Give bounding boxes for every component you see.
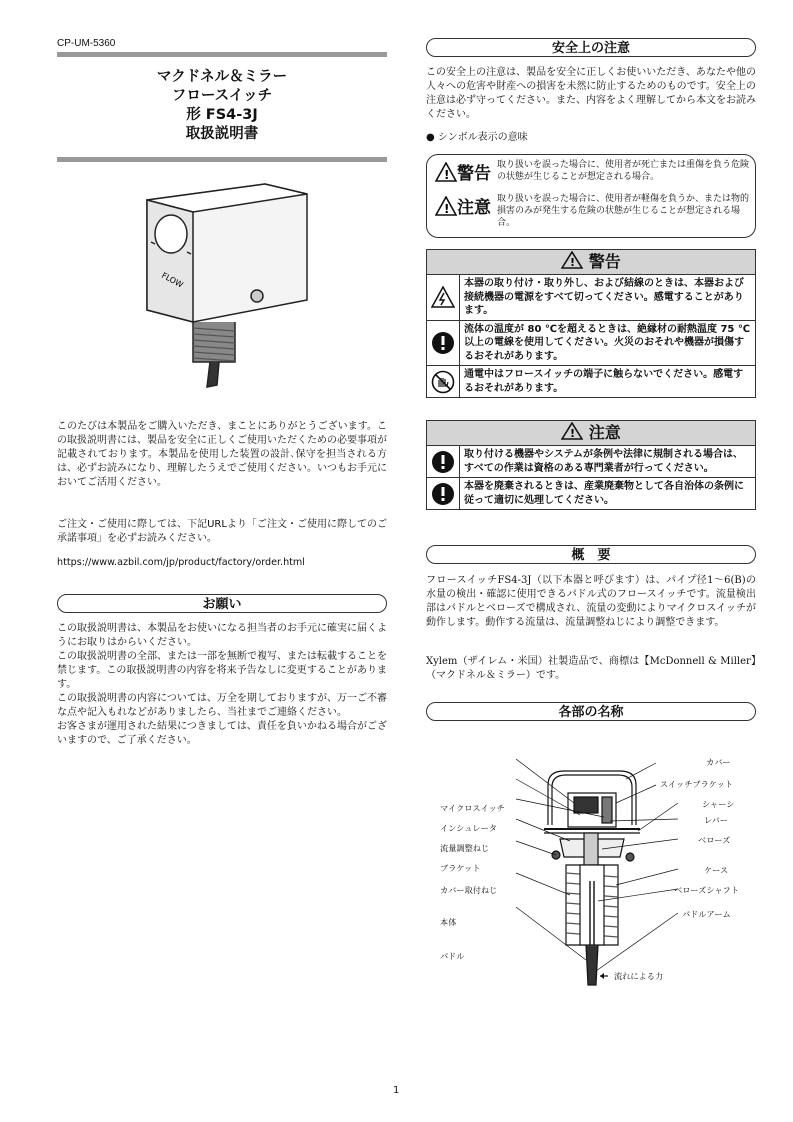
- caution-group-title: 注意: [588, 423, 621, 442]
- flow-marking: FLOW: [160, 270, 185, 290]
- svg-text:!: !: [444, 201, 450, 216]
- caution-label: 注意: [457, 198, 491, 218]
- document-title: [57, 68, 387, 144]
- part-label-cover: カバー: [706, 757, 731, 767]
- order-url-link[interactable]: https://www.azbil.com/jp/product/factory/order.html: [57, 557, 305, 568]
- mandatory-action-icon: [431, 450, 455, 474]
- title-line: フロースイッチ: [171, 88, 273, 104]
- request-heading: お願い: [57, 594, 387, 613]
- page-number: 1: [393, 1085, 400, 1096]
- warning-triangle-icon: [561, 251, 583, 269]
- intro-paragraph-2: ご注文・ご使用に際しては、下記URLより「ご注文・ご使用に際してのご承諾事項」を必ずお読みください。: [57, 519, 387, 544]
- svg-text:!: !: [444, 167, 450, 182]
- caution-item-text: 本器を廃棄されるときは、産業廃棄物として各自治体の条例に従って適切に処理してください。: [464, 481, 744, 506]
- symbol-heading: ● シンボル表示の意味: [426, 132, 528, 143]
- caution-group-header: [427, 421, 755, 446]
- part-label-microswitch: マイクロスイッチ: [440, 803, 505, 813]
- title-line: 形 FS4-3J: [186, 107, 258, 123]
- title-rule-top: [57, 52, 387, 57]
- warning-triangle-icon: [435, 162, 457, 182]
- warning-item-text: 本器の取り付け・取り外し、および結線のときは、本器および接続機器の電源をすべて切ってください。感電することがあります。: [464, 278, 744, 316]
- parts-diagram: [420, 745, 760, 995]
- caution-item: [427, 478, 755, 509]
- part-label-case: ケース: [704, 865, 729, 875]
- warning-item-text: 通電中はフロースイッチの端子に触らないでください。感電するおそれがあります。: [464, 369, 744, 394]
- title-line: 取扱説明書: [185, 126, 259, 142]
- part-label-lever: レバー: [704, 815, 728, 825]
- product-image: [135, 172, 315, 397]
- caution-triangle-icon: [561, 422, 583, 440]
- part-label-flow-adjust-screw: 流量調整ねじ: [440, 843, 490, 853]
- caution-description: 取り扱いを誤った場合に、使用者が軽傷を負うか、または物的損害のみが発生する危険の状態が生じることが想定される場合。: [497, 194, 750, 228]
- warning-item: [427, 366, 755, 397]
- no-touch-icon: [431, 370, 455, 394]
- part-label-chassis: シャーシ: [702, 799, 735, 809]
- request-paragraph: この取扱説明書の全部、または一部を無断で複写、または転載することを禁じます。この取扱説明書の内容を将来予告なしに変更することがあります。: [57, 651, 387, 690]
- symbol-heading-text: シンボル表示の意味: [437, 132, 528, 143]
- title-rule-bottom: [57, 157, 387, 162]
- parts-heading: 各部の名称: [426, 702, 756, 721]
- part-label-cover-screw: カバー取付ねじ: [440, 885, 498, 895]
- part-label-bracket: ブラケット: [440, 863, 481, 873]
- caution-item-text: 取り付ける機器やシステムが条例や法律に規制される場合は、すべての作業は資格のある専門業者が行ってください。: [464, 449, 743, 474]
- safety-intro: この安全上の注意は、製品を安全に正しくお使いいただき、あなたや他の人々への危害や財産への損害を未然に防止するためのものです。安全上の注意は必ず守ってください。また、内容をよく理解してから本文をお読みください。: [426, 67, 756, 120]
- warning-item-text: 流体の温度が 80 ℃を超えるときは、絶縁材の耐熱温度 75 ℃以上の電線を使用してください。火災のおそれや機器が損傷するおそれがあります。: [464, 323, 750, 362]
- title-line: マクドネル＆ミラー: [156, 69, 288, 85]
- request-paragraph: この取扱説明書は、本製品をお使いになる担当者のお手元に確実に届くようにお取りはからいください。: [57, 623, 387, 648]
- flow-force-label: 流れによる力: [614, 971, 664, 981]
- part-label-paddle-arm: パドルアーム: [682, 909, 731, 919]
- caution-triangle-icon: [435, 196, 457, 216]
- warning-item: [427, 275, 755, 321]
- request-paragraph: お客さまが運用された結果につきましては、責任を負いかねる場合がございますので、ご了承ください。: [57, 721, 387, 746]
- overview-paragraph-1: フロースイッチFS4-3J（以下本器と呼びます）は、パイプ径1～6(B)の水量の検出・確認に使用できるパドル式のフロースイッチです。流量検出部はパドルとベローズで構成され、流量の変動によりマイクロスイッチが動作します。動作する流量は、流量調整ねじにより調整できます。: [426, 575, 756, 628]
- svg-text:!: !: [570, 256, 576, 269]
- intro-paragraph-1: このたびは本製品をご購入いただき、まことにありがとうございます。この取扱説明書には、製品を安全に正しくご使用いただくための必要事項が記載されております。本製品を使用した装置の設計､保守を担当される方は、必ずお読みになり、理解したうえでご使用ください。いつもお手元においてご活用ください。: [57, 421, 387, 488]
- part-label-body: 本体: [440, 917, 457, 927]
- document-number: CP-UM-5360: [57, 38, 116, 49]
- mandatory-action-icon: [431, 482, 455, 506]
- warning-group: [426, 249, 756, 398]
- symbol-legend: [426, 154, 756, 238]
- part-label-paddle: パドル: [440, 951, 465, 961]
- request-paragraph: この取扱説明書の内容については、万全を期しておりますが、万一ご不審な点や記入もれなどがありましたら、当社までご連絡ください。: [57, 693, 387, 718]
- warning-group-header: [427, 250, 755, 275]
- request-body: [57, 622, 387, 748]
- warning-group-title: 警告: [588, 252, 621, 271]
- warning-label: 警告: [457, 164, 491, 184]
- part-label-bellows-shaft: ベローズシャフト: [674, 885, 739, 895]
- mandatory-action-icon: [431, 331, 455, 355]
- part-label-switch-bracket: スイッチブラケット: [660, 779, 733, 789]
- overview-paragraph-2: Xylem（ザイレム・米国）社製造品で、商標は【McDonnell & Miller】（マクドネル＆ミラー）です。: [426, 656, 756, 681]
- warning-item: [427, 321, 755, 367]
- warning-description: 取り扱いを誤った場合に、使用者が死亡または重傷を負う危険の状態が生じることが想定される場合。: [497, 160, 750, 182]
- svg-text:!: !: [570, 427, 576, 440]
- overview-heading: 概 要: [426, 545, 756, 564]
- safety-heading: 安全上の注意: [426, 38, 756, 57]
- caution-item: [427, 446, 755, 478]
- part-label-insulator: インシュレータ: [440, 823, 497, 833]
- part-label-bellows: ベローズ: [698, 835, 731, 845]
- electric-shock-icon: [431, 286, 455, 308]
- caution-group: [426, 420, 756, 510]
